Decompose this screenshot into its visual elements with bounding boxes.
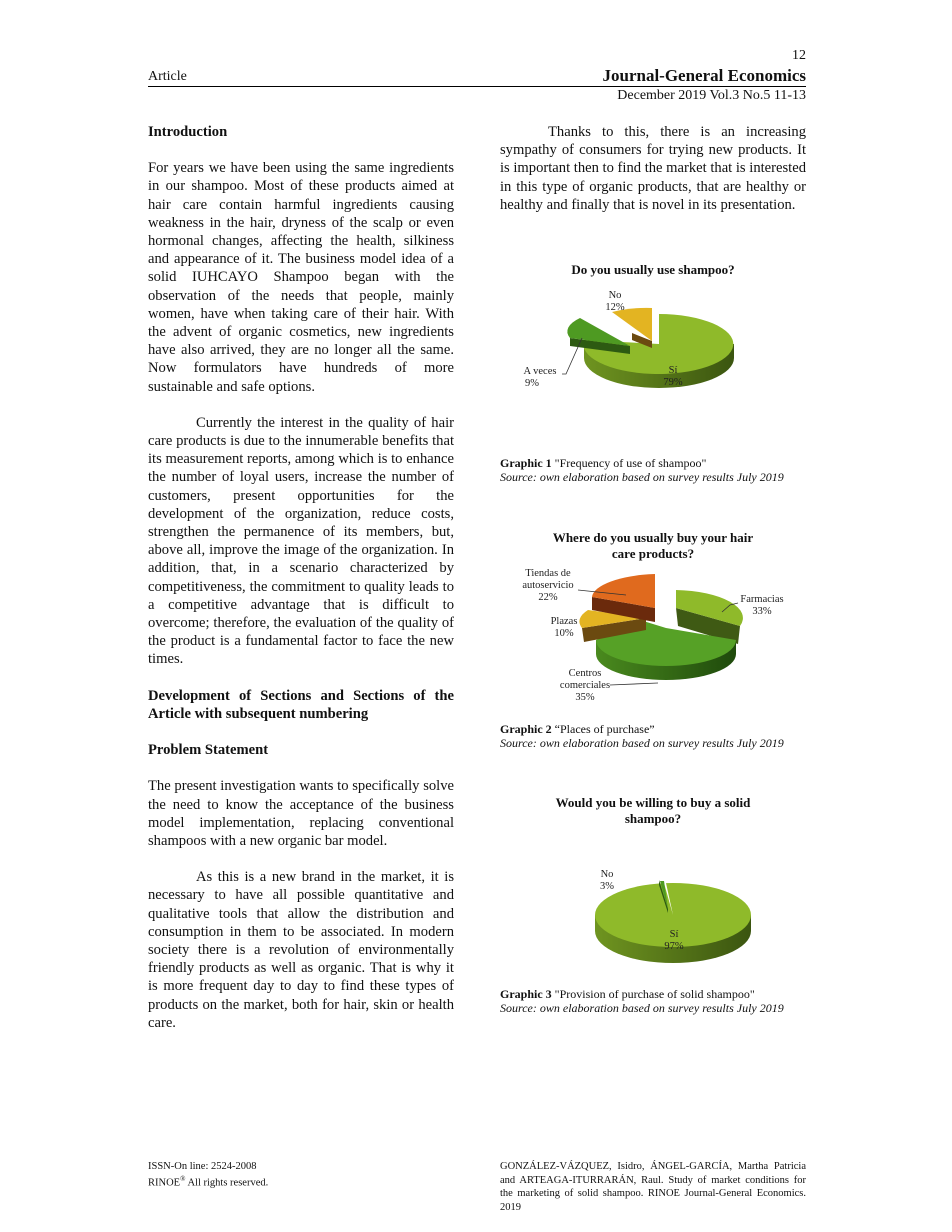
chart-2-label-tiendas-pct: 22% [538,592,558,603]
intro-paragraph: For years we have been using the same ingredients in our shampoo. Most of these products aimed at hair care contain harmful ingredients causing weakness in the hair, dryness of the scalp or even hormonal changes, affecting the health, silkiness and appearance of it. The business model idea of a solid IUHCAYO Shampoo began with the observation of the needs that people, mainly women, have when taking care of their hair. With the advent of organic cosmetics, new ingredients have also arrived, they are no longer all the same. Now formulators have hundreds of more sustainable and safe options. [148,160,454,395]
graphic-2-title: “Places of purchase” [554,722,655,736]
chart-1 [500,262,806,408]
graphic-2-label: Graphic 2 [500,722,552,736]
chart-3 [500,795,806,982]
page-number: 12 [792,48,806,63]
graphic-1-label: Graphic 1 [500,456,552,470]
rights-notice: RINOE® All rights reserved. [148,1175,269,1189]
chart-2-title: Where do you usually buy your hair care products? [552,530,754,561]
chart-2-label-plazas-pct: 10% [554,628,574,639]
chart-3-label-si: Sí [669,929,679,940]
chart-3-label-no-pct: 3% [600,881,614,892]
issn: ISSN-On line: 2524-2008 [148,1161,257,1172]
graphic-3-source: Source: own elaboration based on survey results July 2019 [500,1001,784,1015]
development-heading: Development of Sections and Sections of the Article with subsequent numbering [148,687,454,722]
chart-1-label-aveces-pct: 9% [525,378,539,389]
problem-statement-heading: Problem Statement [148,742,269,759]
journal-title: Journal-General Economics [602,66,806,85]
quality-paragraph: Currently the interest in the quality of hair care products is due to the innumerable benefits that its measurement reports, among which is to enhance the number of loyal users, increase the number of customers, present opportunities for the development of the organization, reduce costs, strengthen the permanence of its members, but, above all, improve the image of the organization. In addition, that, in a scenario characterized by competitiveness, the commitment to quality leads to a competitive advantage that is difficult to overcome; therefore, the evaluation of the quality of the product is a fundamental factor to face the new times. [148,414,454,668]
problem-paragraph: The present investigation wants to specifically solve the need to know the acceptance of the business model implementation, replacing conventional shampoos with a new organic bar model. [148,778,454,849]
chart-1-slice-si [583,314,734,388]
chart-2 [500,530,806,707]
left-column [148,123,454,1032]
graphic-3-label: Graphic 3 [500,987,552,1001]
graphic-3-caption [500,987,806,1015]
graphic-1-title: "Frequency of use of shampoo" [554,456,707,470]
introduction-heading: Introduction [148,124,228,140]
chart-2-label-farmacias: Farmacias [740,594,784,605]
chart-3-pie [500,827,806,977]
svg-text:comerciales: comerciales [559,680,611,691]
graphic-2-caption [500,722,806,750]
chart-2-label-plazas: Plazas [550,616,578,627]
graphic-1-caption [500,456,806,484]
issue-info: December 2019 Vol.3 No.5 11-13 [617,88,806,103]
chart-2-label-centros: Centros [568,668,602,679]
graphic-3-title: "Provision of purchase of solid shampoo" [554,987,755,1001]
chart-2-label-centros-pct: 35% [575,692,595,702]
chart-1-label-aveces: A veces [523,366,557,377]
chart-1-label-si-pct: 79% [663,377,683,388]
header-rule [148,86,806,87]
chart-1-title: Do you usually use shampoo? [571,262,735,277]
chart-3-title: Would you be willing to buy a solid shampoo? [555,795,751,826]
chart-1-slice-aveces [567,318,630,354]
chart-1-label-no: No [608,290,622,301]
chart-3-label-si-pct: 97% [664,941,684,952]
section-label: Article [148,69,187,84]
graphic-2-source: Source: own elaboration based on survey results July 2019 [500,736,784,750]
right-column [500,123,806,214]
brand-paragraph: As this is a new brand in the market, it is necessary to have all possible quantitative and qualitative tools that allow the distribution and consumption in them to be associated. In modern society there is a revolution of environmentally friendly products as well as organic. That is why it is more frequent day to day to find these types of products on the market, both for hair, skin or health care. [148,869,454,1031]
chart-2-label-tiendas: Tiendas de [525,568,571,579]
chart-1-label-si: Sí [668,365,678,376]
footer-left [148,1160,268,1190]
thanks-paragraph: Thanks to this, there is an increasing sympathy of consumers for trying new products. It is important then to find the market that is interested in this type of organic products, that are healthy or healthy and finally that is novel in its presentation. [500,124,806,213]
chart-1-pie [500,278,806,403]
citation: GONZÁLEZ-VÁZQUEZ, Isidro, ÁNGEL-GARCÍA, Martha Patricia and ARTEAGA-ITURRARÁN, Raul. Study of market conditions for the marketing of solid shampoo. RINOE Journal-General Economics. 2019 [500,1161,806,1213]
chart-2-label-farmacias-pct: 33% [752,606,772,617]
svg-text:autoservicio: autoservicio [522,580,574,591]
chart-2-pie [500,562,806,702]
chart-3-label-no: No [600,869,614,880]
graphic-1-source: Source: own elaboration based on survey results July 2019 [500,470,784,484]
chart-1-label-no-pct: 12% [605,302,625,313]
